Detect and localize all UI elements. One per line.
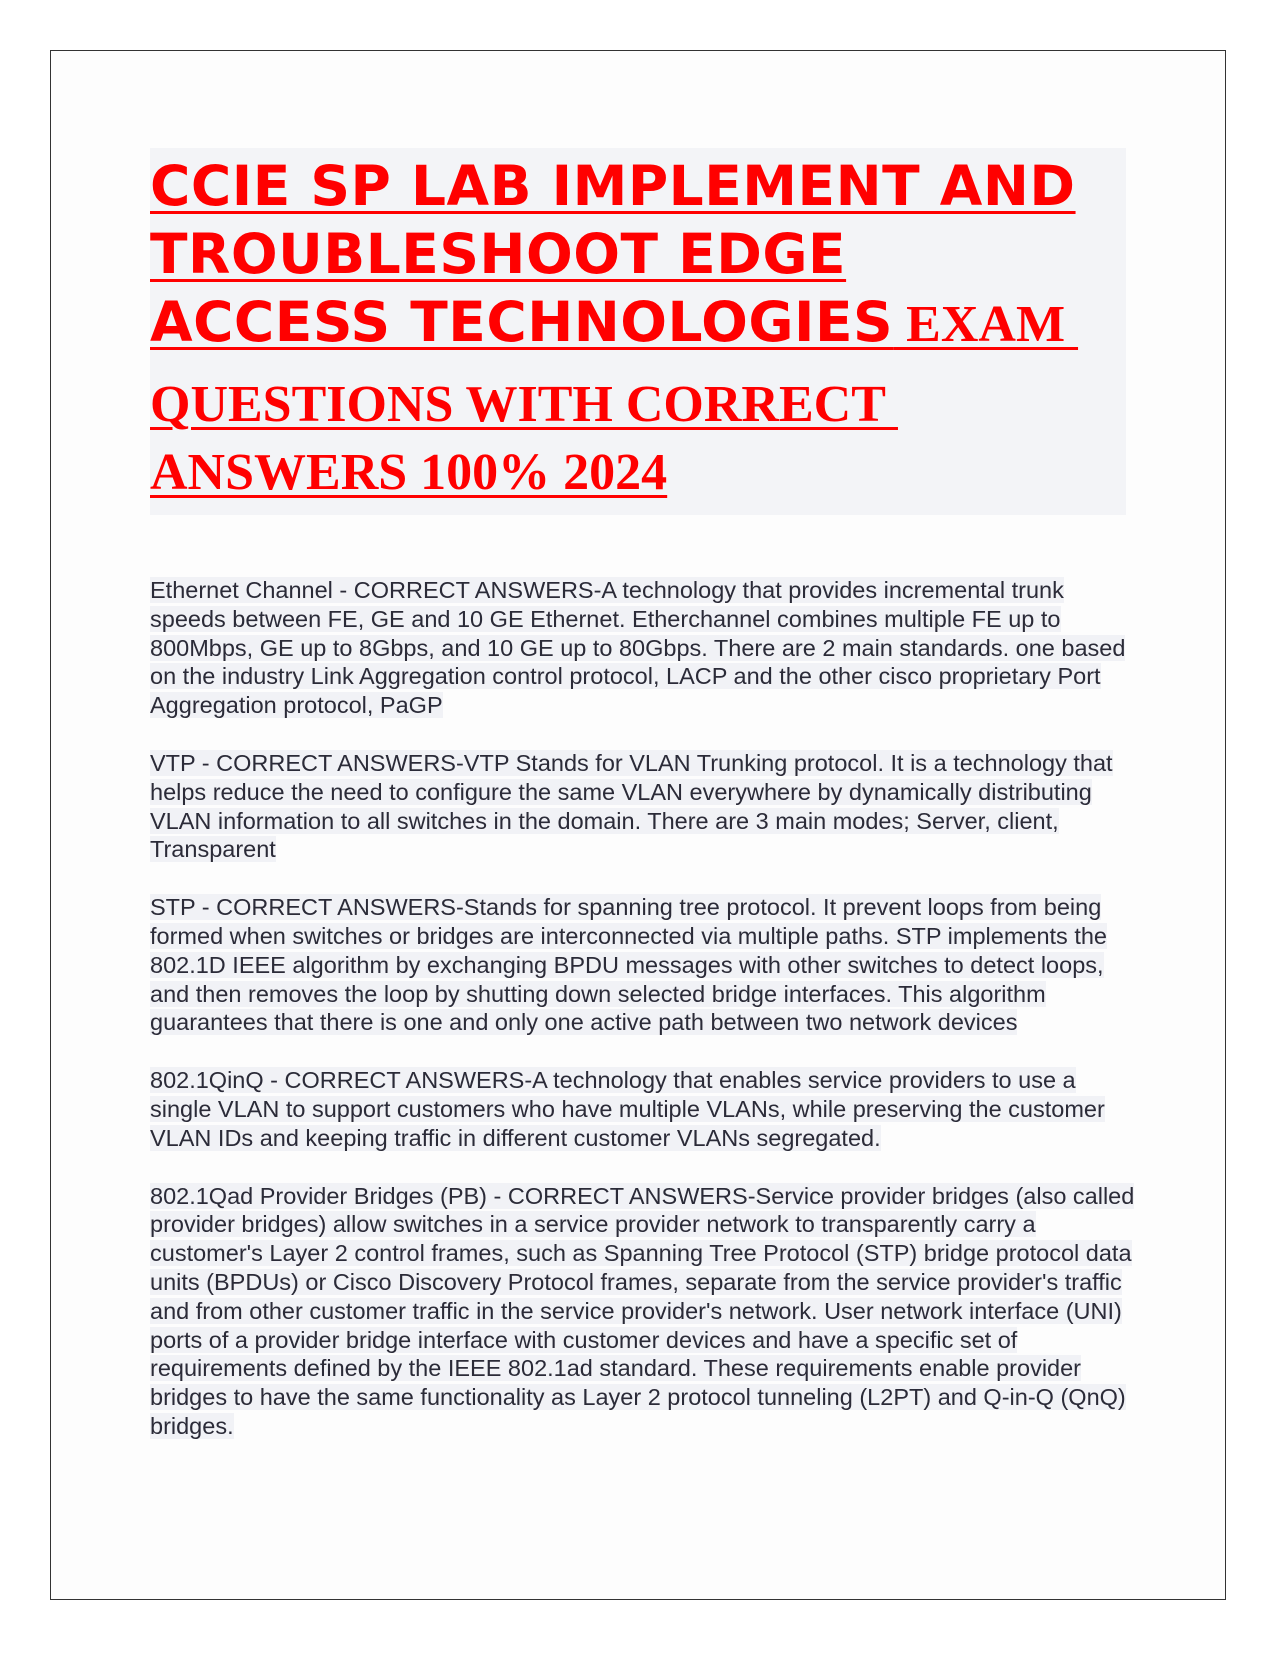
qa-entry-text: 802.1Qad Provider Bridges (PB) - CORRECT ANSWERS-Service provider bridges (also called provider bridges) allow switches in a service provider network to transparently carry a customer's Layer 2 control frames, such as Spanning Tree Protocol (STP) bridge protocol data units (BPDUs) or Cisco Discovery Protocol frames, separate from the service provider's traffic and from other customer traffic in the service provider's network. User network interface (UNI) ports of a provider bridge interface with customer devices and have a specific set of requirements defined by the IEEE 802.1ad standard. These requirements enable provider bridges to have the same functionality as Layer 2 protocol tunneling (L2PT) and Q-in-Q (QnQ) bridges. [150, 1182, 1135, 1439]
title-line-5: ANSWERS 100% 2024 [150, 444, 668, 501]
qa-entry-qinq [150, 1066, 1140, 1152]
qa-entry-ethernet-channel [150, 576, 1140, 720]
title-line-3-sans: ACCESS TECHNOLOGIES [150, 290, 894, 354]
qa-entry-text: STP - CORRECT ANSWERS-Stands for spanning tree protocol. It prevent loops from being formed when switches or bridges are interconnected via multiple paths. STP implements the 802.1D IEEE algorithm by exchanging BPDU messages with other switches to detect loops, and then removes the loop by shutting down selected bridge interfaces. This algorithm guarantees that there is one and only one active path between two network devices [150, 894, 1108, 1036]
qa-entry-vtp [150, 749, 1140, 864]
qa-entry-text: 802.1QinQ - CORRECT ANSWERS-A technology that enables service providers to use a single VLAN to support customers who have multiple VLANs, while preserving the customer VLAN IDs and keeping traffic in different customer VLANs segregated. [150, 1067, 1105, 1151]
qa-list [150, 576, 1140, 1470]
qa-entry-stp [150, 893, 1140, 1037]
title-line-3 [150, 288, 1126, 371]
qa-entry-text: VTP - CORRECT ANSWERS-VTP Stands for VLAN Trunking protocol. It is a technology that helps reduce the need to configure the same VLAN everywhere by dynamically distributing VLAN information to all switches in the domain. There are 3 main modes; Server, client, Transparent [150, 749, 1113, 863]
title-line-2: TROUBLESHOOT EDGE [150, 222, 847, 286]
document-title [150, 148, 1126, 515]
qa-entry-text: Ethernet Channel - CORRECT ANSWERS-A technology that provides incremental trunk speeds between FE, GE and 10 GE Ethernet. Etherchannel combines multiple FE up to 800Mbps, GE up to 8Gbps, and 10 GE up to 80Gbps. There are 2 main standards. one based on the industry Link Aggregation control protocol, LACP and the other cisco proprietary Port Aggregation protocol, PaGP [150, 577, 1126, 719]
title-line-3-serif: EXAM [893, 296, 1079, 353]
title-line-4: QUESTIONS WITH CORRECT [150, 376, 898, 433]
qa-entry-provider-bridges [150, 1182, 1140, 1441]
title-line-1: CCIE SP LAB IMPLEMENT AND [150, 154, 1076, 218]
